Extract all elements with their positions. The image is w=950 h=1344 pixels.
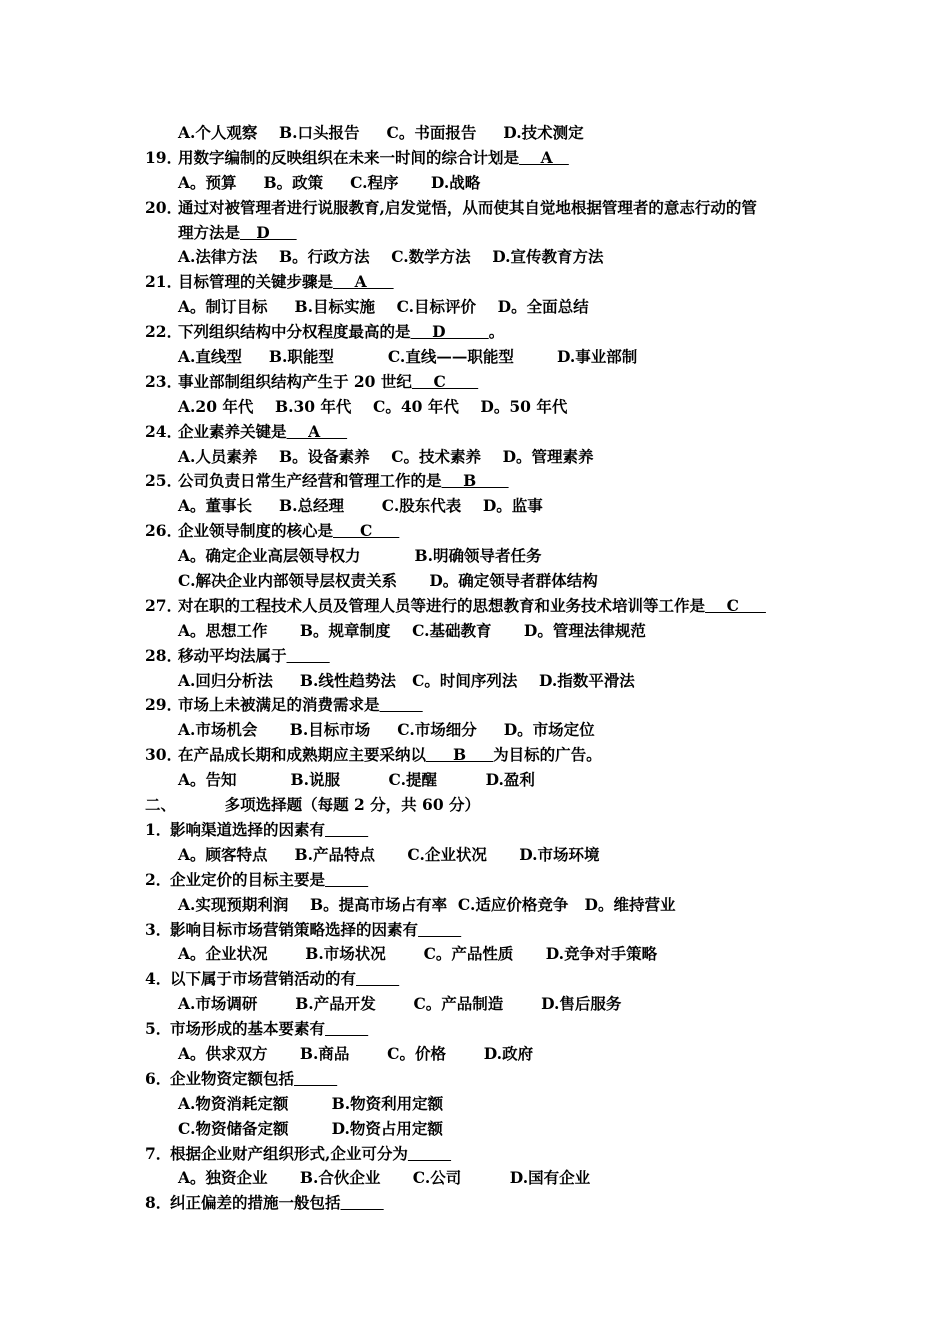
question-line bbox=[0, 818, 950, 843]
line-text: A。确定企业高层领导权力 B.明确领导者任务 bbox=[178, 546, 542, 566]
answer-blank bbox=[418, 920, 461, 939]
answer-blank bbox=[341, 1193, 384, 1212]
question-number: 1． bbox=[145, 819, 172, 839]
question-number: 6． bbox=[145, 1068, 172, 1088]
question-line bbox=[0, 918, 950, 943]
question-line bbox=[0, 594, 950, 619]
options-line bbox=[0, 992, 950, 1017]
options-line bbox=[0, 569, 950, 594]
question-continuation bbox=[0, 221, 950, 246]
line-text: A。供求双方 B.商品 C。价格 D.政府 bbox=[178, 1043, 534, 1063]
question-line bbox=[0, 320, 950, 345]
options-line bbox=[0, 1166, 950, 1191]
question-number: 2． bbox=[145, 869, 172, 889]
question-number: 28． bbox=[145, 645, 183, 665]
question-number: 25． bbox=[145, 471, 183, 491]
line-text: A.直线型 B.职能型 C.直线——职能型 D.事业部制 bbox=[178, 347, 638, 367]
question-line bbox=[0, 146, 950, 171]
line-text: A.物资消耗定额 B.物资利用定额 bbox=[178, 1093, 444, 1113]
line-text: 目标管理的关键步骤是 bbox=[178, 272, 334, 292]
question-line bbox=[0, 1142, 950, 1167]
question-number: 24． bbox=[145, 421, 183, 441]
line-text: A.实现预期利润 B。提高市场占有率 C.适应价格竞争 D。维持营业 bbox=[178, 894, 676, 914]
question-line bbox=[0, 196, 950, 221]
line-text: A.20 年代 B.30 年代 C。40 年代 D。50 年代 bbox=[178, 396, 568, 416]
question-line bbox=[0, 1067, 950, 1092]
line-text: 以下属于市场营销活动的有 bbox=[170, 969, 357, 989]
answer-blank: C bbox=[411, 371, 479, 391]
answer-blank: A bbox=[333, 272, 394, 292]
answer-blank bbox=[380, 695, 423, 714]
question-line bbox=[0, 967, 950, 992]
question-line bbox=[0, 868, 950, 893]
answer-blank: C bbox=[333, 521, 400, 541]
line-text: 移动平均法属于 bbox=[178, 645, 287, 665]
line-text: 企业定价的目标主要是 bbox=[170, 869, 326, 889]
line-text: 下列组织结构中分权程度最高的是 bbox=[178, 322, 411, 342]
line-text: 通过对被管理者进行说服教育,启发觉悟，从而使其自觉地根据管理者的意志行动的管 bbox=[178, 197, 757, 217]
answer-blank: B bbox=[426, 745, 494, 765]
options-line bbox=[0, 494, 950, 519]
question-number: 4． bbox=[145, 969, 172, 989]
question-number: 20． bbox=[145, 197, 183, 217]
options-line bbox=[0, 718, 950, 743]
line-text: 企业领导制度的核心是 bbox=[178, 521, 334, 541]
line-text: A。告知 B.说服 C.提醒 D.盈利 bbox=[178, 770, 535, 790]
line-text: 企业素养关键是 bbox=[178, 421, 287, 441]
line-text: A。企业状况 B.市场状况 C。产品性质 D.竞争对手策略 bbox=[178, 944, 658, 964]
line-text: 对在职的工程技术人员及管理人员等进行的思想教育和业务技术培训等工作是 bbox=[178, 595, 706, 615]
line-text: A。预算 B。政策 C.程序 D.战略 bbox=[178, 172, 481, 192]
line-text: 影响目标市场营销策略选择的因素有 bbox=[170, 919, 419, 939]
options-line bbox=[0, 544, 950, 569]
line-text: A。制订目标 B.目标实施 C.目标评价 D。全面总结 bbox=[178, 297, 589, 317]
line-text-after: 。 bbox=[488, 322, 505, 342]
question-number: 29． bbox=[145, 695, 183, 715]
question-line bbox=[0, 1017, 950, 1042]
answer-blank: D bbox=[240, 222, 297, 242]
line-text: 影响渠道选择的因素有 bbox=[170, 819, 326, 839]
question-line bbox=[0, 469, 950, 494]
line-text: 二、 多项选择题（每题 2 分，共 60 分） bbox=[145, 795, 481, 815]
options-line bbox=[0, 121, 950, 146]
answer-blank bbox=[325, 1019, 368, 1038]
options-line bbox=[0, 768, 950, 793]
line-text: A.回归分析法 B.线性趋势法 C。时间序列法 D.指数平滑法 bbox=[178, 670, 635, 690]
question-number: 30． bbox=[145, 745, 183, 765]
options-line bbox=[0, 345, 950, 370]
line-text: A.市场调研 B.产品开发 C。产品制造 D.售后服务 bbox=[178, 994, 622, 1014]
line-text: A.个人观察 B.口头报告 C。书面报告 D.技术测定 bbox=[178, 123, 584, 142]
document-page bbox=[0, 121, 950, 1216]
question-line bbox=[0, 270, 950, 295]
question-number: 5． bbox=[145, 1019, 172, 1039]
answer-blank: D bbox=[410, 322, 489, 342]
question-number: 7． bbox=[145, 1143, 172, 1163]
line-text: 市场形成的基本要素有 bbox=[170, 1019, 326, 1039]
line-text-after: 为目标的广告。 bbox=[493, 745, 602, 765]
question-number: 8． bbox=[145, 1193, 172, 1213]
line-text: 纠正偏差的措施一般包括 bbox=[170, 1193, 341, 1213]
answer-blank: C bbox=[705, 595, 766, 615]
question-number: 3． bbox=[145, 919, 172, 939]
line-text: 事业部制组织结构产生于 20 世纪 bbox=[178, 371, 412, 391]
question-number: 23． bbox=[145, 371, 183, 391]
question-line bbox=[0, 519, 950, 544]
line-text: 企业物资定额包括 bbox=[170, 1068, 295, 1088]
answer-blank bbox=[325, 820, 368, 839]
line-text: A.法律方法 B。行政方法 C.数学方法 D.宣传教育方法 bbox=[178, 247, 604, 267]
section-heading bbox=[0, 793, 950, 818]
options-line bbox=[0, 893, 950, 918]
line-text: A。董事长 B.总经理 C.股东代表 D。监事 bbox=[178, 496, 543, 516]
question-line bbox=[0, 743, 950, 768]
answer-blank bbox=[287, 646, 330, 665]
question-number: 26． bbox=[145, 521, 183, 541]
question-line bbox=[0, 693, 950, 718]
line-text: A.市场机会 B.目标市场 C.市场细分 D。市场定位 bbox=[178, 720, 595, 740]
question-number: 19． bbox=[145, 147, 183, 167]
question-number: 22． bbox=[145, 322, 183, 342]
answer-blank bbox=[294, 1069, 337, 1088]
answer-blank: A bbox=[519, 147, 569, 167]
line-text: A。思想工作 B。规章制度 C.基础教育 D。管理法律规范 bbox=[178, 620, 646, 640]
options-line bbox=[0, 395, 950, 420]
options-line bbox=[0, 1092, 950, 1117]
line-text: A。顾客特点 B.产品特点 C.企业状况 D.市场环境 bbox=[178, 844, 600, 864]
line-text: 根据企业财产组织形式,企业可分为 bbox=[170, 1143, 408, 1163]
options-line bbox=[0, 619, 950, 644]
question-line bbox=[0, 644, 950, 669]
options-line bbox=[0, 1117, 950, 1142]
line-text: 市场上未被满足的消费需求是 bbox=[178, 695, 380, 715]
answer-blank bbox=[325, 870, 368, 889]
question-number: 21． bbox=[145, 272, 183, 292]
line-text: 用数字编制的反映组织在未来一时间的综合计划是 bbox=[178, 147, 520, 167]
options-line bbox=[0, 942, 950, 967]
options-line bbox=[0, 245, 950, 270]
question-line bbox=[0, 420, 950, 445]
answer-blank: B bbox=[441, 471, 509, 491]
line-text: C.解决企业内部领导层权责关系 D。确定领导者群体结构 bbox=[178, 571, 598, 591]
options-line bbox=[0, 295, 950, 320]
line-text: C.物资储备定额 D.物资占用定额 bbox=[178, 1118, 443, 1138]
options-line bbox=[0, 843, 950, 868]
question-line bbox=[0, 370, 950, 395]
question-number: 27． bbox=[145, 595, 183, 615]
options-line bbox=[0, 445, 950, 470]
line-text: 在产品成长期和成熟期应主要采纳以 bbox=[178, 745, 427, 765]
line-text: A.人员素养 B。设备素养 C。技术素养 D。管理素养 bbox=[178, 446, 594, 466]
answer-blank bbox=[356, 969, 399, 988]
answer-blank: A bbox=[286, 421, 348, 441]
options-line bbox=[0, 1042, 950, 1067]
answer-blank bbox=[408, 1144, 451, 1163]
options-line bbox=[0, 171, 950, 196]
question-line bbox=[0, 1191, 950, 1216]
line-text: A。独资企业 B.合伙企业 C.公司 D.国有企业 bbox=[178, 1168, 591, 1188]
line-text: 理方法是 bbox=[178, 222, 241, 242]
options-line bbox=[0, 669, 950, 694]
line-text: 公司负责日常生产经营和管理工作的是 bbox=[178, 471, 442, 491]
